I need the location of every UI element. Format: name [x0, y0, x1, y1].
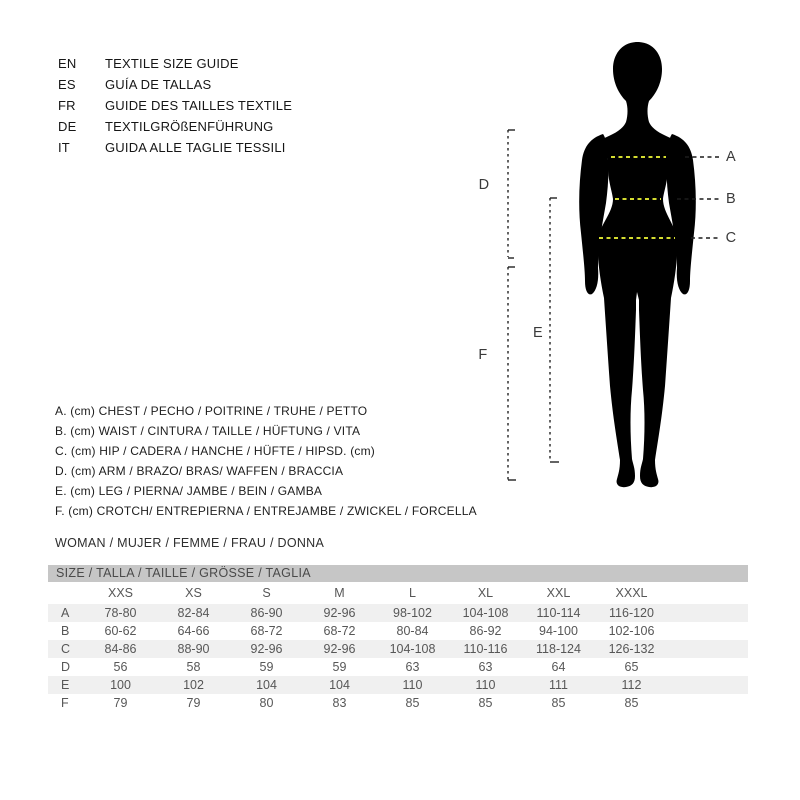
cell: 92-96: [323, 606, 356, 620]
cell: 110-114: [536, 606, 581, 620]
measure-label-waist: B: [726, 191, 736, 207]
column-header-l: L: [409, 586, 416, 600]
legend-item-waist: B. (cm) WAIST / CINTURA / TAILLE / HÜFTUNG / VITA: [55, 424, 361, 438]
measure-label-chest: A: [726, 149, 736, 165]
cell: 88-90: [177, 642, 210, 656]
cell: 68-72: [323, 624, 356, 638]
cell: 83: [332, 696, 347, 710]
row-label: B: [61, 624, 70, 638]
row-label: C: [61, 642, 71, 656]
cell: 63: [405, 660, 420, 674]
cell: 104: [256, 678, 277, 692]
measurement-legend: [55, 401, 477, 521]
table-row-arm: [48, 658, 748, 676]
cell: 86-90: [250, 606, 283, 620]
language-row: [58, 74, 292, 95]
language-row: [58, 95, 292, 116]
cell: 68-72: [250, 624, 283, 638]
measure-label-crotch: F: [478, 347, 488, 363]
language-code: DE: [58, 119, 77, 134]
cell: 85: [478, 696, 493, 710]
legend-item-crotch: F. (cm) CROTCH/ ENTREPIERNA / ENTREJAMBE / ZWICKEL / FORCELLA: [55, 504, 477, 518]
table-row-waist: [48, 622, 748, 640]
cell: 58: [186, 660, 201, 674]
legend-item-hip: C. (cm) HIP / CADERA / HANCHE / HÜFTE / HIPSD. (cm): [55, 444, 375, 458]
cell: 104: [329, 678, 350, 692]
language-title: GUÍA DE TALLAS: [105, 77, 212, 92]
cell: 59: [259, 660, 274, 674]
cell: 116-120: [609, 606, 654, 620]
row-label: F: [61, 696, 69, 710]
language-title: GUIDA ALLE TAGLIE TESSILI: [105, 140, 286, 155]
cell: 118-124: [536, 642, 581, 656]
table-row-hip: [48, 640, 748, 658]
section-title-woman: WOMAN / MUJER / FEMME / FRAU / DONNA: [55, 536, 325, 550]
language-row: [58, 137, 292, 158]
size-table: [48, 565, 748, 712]
column-header-xxl: XXL: [546, 586, 571, 600]
cell: 100: [110, 678, 131, 692]
cell: 110: [475, 678, 496, 692]
cell: 79: [113, 696, 128, 710]
language-code: FR: [58, 98, 76, 113]
cell: 63: [478, 660, 493, 674]
cell: 102: [183, 678, 204, 692]
cell: 92-96: [250, 642, 283, 656]
language-title: TEXTILE SIZE GUIDE: [105, 56, 239, 71]
cell: 80-84: [396, 624, 429, 638]
row-label: E: [61, 678, 70, 692]
cell: 86-92: [469, 624, 502, 638]
table-row-crotch: [48, 694, 748, 712]
cell: 126-132: [608, 642, 655, 656]
cell: 64-66: [177, 624, 210, 638]
language-code: IT: [58, 140, 70, 155]
cell: 79: [186, 696, 201, 710]
cell: 78-80: [104, 606, 137, 620]
language-code: ES: [58, 77, 76, 92]
cell: 104-108: [462, 606, 509, 620]
cell: 60-62: [104, 624, 137, 638]
cell: 102-106: [608, 624, 655, 638]
column-header-xxs: XXS: [107, 586, 133, 600]
cell: 59: [332, 660, 347, 674]
cell: 110: [402, 678, 423, 692]
language-row: [58, 116, 292, 137]
cell: 85: [405, 696, 420, 710]
cell: 65: [624, 660, 639, 674]
language-title: TEXTILGRÖßENFÜHRUNG: [105, 119, 274, 134]
cell: 85: [551, 696, 566, 710]
measure-label-arm: D: [478, 177, 490, 193]
column-header-s: S: [262, 586, 271, 600]
column-header-xl: XL: [477, 586, 494, 600]
legend-item-arm: D. (cm) ARM / BRAZO/ BRAS/ WAFFEN / BRACCIA: [55, 464, 344, 478]
table-row-leg: [48, 676, 748, 694]
cell: 104-108: [389, 642, 436, 656]
cell: 85: [624, 696, 639, 710]
cell: 84-86: [104, 642, 137, 656]
language-row: [58, 53, 292, 74]
cell: 110-116: [463, 642, 508, 656]
measure-label-leg: E: [533, 325, 543, 341]
cell: 92-96: [323, 642, 356, 656]
row-label: A: [61, 606, 70, 620]
column-header-xs: XS: [185, 586, 202, 600]
cell: 112: [621, 678, 642, 692]
cell: 56: [113, 660, 128, 674]
legend-item-leg: E. (cm) LEG / PIERNA/ JAMBE / BEIN / GAMBA: [55, 484, 323, 498]
language-title: GUIDE DES TAILLES TEXTILE: [105, 98, 293, 113]
column-header-m: M: [334, 586, 345, 600]
measure-label-hip: C: [725, 230, 737, 246]
column-header-xxxl: XXXL: [615, 586, 648, 600]
language-code: EN: [58, 56, 77, 71]
cell: 98-102: [393, 606, 432, 620]
table-row-chest: [48, 604, 748, 622]
cell: 80: [259, 696, 274, 710]
table-column-headers: [48, 582, 748, 604]
woman-silhouette: [598, 42, 678, 487]
language-title-list: [58, 53, 292, 158]
table-size-header: SIZE / TALLA / TAILLE / GRÖSSE / TAGLIA: [48, 565, 748, 582]
cell: 111: [548, 678, 568, 692]
legend-item-chest: A. (cm) CHEST / PECHO / POITRINE / TRUHE / PETTO: [55, 404, 368, 418]
cell: 64: [551, 660, 566, 674]
cell: 82-84: [177, 606, 210, 620]
cell: 94-100: [539, 624, 578, 638]
body-measurement-diagram: [470, 38, 770, 498]
row-label: D: [61, 660, 71, 674]
woman-silhouette-graphic: [470, 38, 770, 498]
